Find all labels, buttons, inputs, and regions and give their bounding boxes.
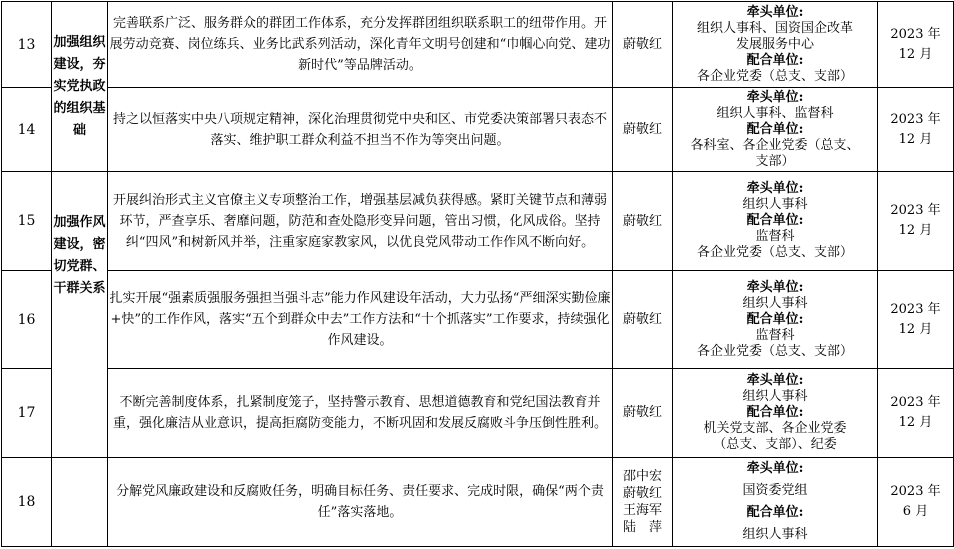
task-description: 分解党风廉政建设和反腐败任务，明确目标任务、责任要求、完成时限，确保“两个责任”落实落地。 <box>108 457 613 546</box>
lead-unit: 组织人事科 <box>742 197 808 213</box>
deadline-month: 12 月 <box>898 131 933 147</box>
deadline <box>878 2 954 88</box>
leader-name: 蔚敬红 <box>622 405 662 421</box>
lead-unit-label: 牵头单位: <box>746 181 804 197</box>
deadline-year: 2023 年 <box>890 483 941 499</box>
leader-name: 陆 萍 <box>622 519 662 535</box>
units-cell <box>673 457 878 546</box>
task-description: 持之以恒落实中央八项规定精神，深化治理贯彻党中央和区、市党委决策部署只表态不落实、维护职工群众利益不担当不作为等突出问题。 <box>108 88 613 172</box>
lead-unit-label: 牵头单位: <box>746 4 804 20</box>
row-number: 17 <box>2 368 52 457</box>
coop-unit: 支部） <box>755 153 795 169</box>
deadline <box>878 457 954 546</box>
coop-unit-label: 配合单位: <box>746 504 804 520</box>
responsible-leader <box>613 368 673 457</box>
deadline-year: 2023 年 <box>890 394 941 410</box>
lead-unit: 组织人事科、国资国企改革 <box>696 20 853 36</box>
units-cell <box>673 172 878 271</box>
coop-unit-label: 配合单位: <box>746 311 804 327</box>
deadline-year: 2023 年 <box>890 26 941 42</box>
row-number: 18 <box>2 457 52 546</box>
table-row <box>2 88 954 172</box>
coop-unit: 各企业党委（总支、支部） <box>696 245 853 261</box>
coop-unit: 各科室、各企业党委（总支、 <box>690 137 860 153</box>
responsible-leader <box>613 271 673 368</box>
coop-unit: 各企业党委（总支、支部） <box>696 343 853 359</box>
leader-name: 蔚敬红 <box>622 37 662 53</box>
lead-unit: 组织人事科、监督科 <box>716 105 834 121</box>
responsible-leader <box>613 88 673 172</box>
coop-unit: 监督科 <box>755 229 795 245</box>
leader-name: 蔚敬红 <box>622 122 662 138</box>
lead-unit-label: 牵头单位: <box>746 89 804 105</box>
leader-name: 邵中宏 <box>622 468 662 484</box>
table-row <box>2 368 954 457</box>
deadline-month: 12 月 <box>898 46 933 62</box>
coop-unit-label: 配合单位: <box>746 121 804 137</box>
units-cell <box>673 271 878 368</box>
category-cell <box>52 457 108 546</box>
coop-unit-label: 配合单位: <box>746 213 804 229</box>
leader-name: 蔚敬红 <box>622 312 662 328</box>
task-description: 开展纠治形式主义官僚主义专项整治工作，增强基层减负获得感。紧盯关键节点和薄弱环节，严查享乐、奢靡问题，防范和查处隐形变异问题，管出习惯，化风成俗。坚持纠“四风”和树新风并举，注重家庭家教家风，以优良党风带动工作作风不断向好。 <box>108 172 613 271</box>
row-number: 16 <box>2 271 52 368</box>
leader-name: 蔚敬红 <box>622 485 662 501</box>
category-cell: 加强作风建设，密切党群、干群关系 <box>52 172 108 458</box>
coop-unit: （总支、支部）、纪委 <box>713 436 837 452</box>
row-number: 15 <box>2 172 52 271</box>
responsible-leader <box>613 2 673 88</box>
row-number: 13 <box>2 2 52 88</box>
deadline-month: 12 月 <box>898 414 933 430</box>
coop-unit: 各企业党委（总支、支部） <box>696 68 853 84</box>
table-row <box>2 271 954 368</box>
task-description: 完善联系广泛、服务群众的群团工作体系，充分发挥群团组织联系职工的纽带作用。开展劳动竞赛、岗位练兵、业务比武系列活动，深化青年文明号创建和“巾帼心向党、建功新时代”等品牌活动。 <box>108 2 613 88</box>
deadline-month: 12 月 <box>898 321 933 337</box>
table-row <box>2 2 954 88</box>
lead-unit: 组织人事科 <box>742 388 808 404</box>
responsible-leader <box>613 172 673 271</box>
coop-unit-label: 配合单位: <box>746 404 804 420</box>
deadline <box>878 368 954 457</box>
deadline-year: 2023 年 <box>890 203 941 219</box>
leader-name: 王海军 <box>622 502 662 518</box>
deadline-month: 12 月 <box>898 223 933 239</box>
lead-unit-label: 牵头单位: <box>746 460 804 476</box>
lead-unit: 组织人事科 <box>742 295 808 311</box>
coop-unit: 监督科 <box>755 327 795 343</box>
leader-name: 蔚敬红 <box>622 213 662 229</box>
coop-unit-label: 配合单位: <box>746 52 804 68</box>
table-row <box>2 457 954 546</box>
deadline-year: 2023 年 <box>890 111 941 127</box>
deadline <box>878 271 954 368</box>
coop-unit: 机关党支部、各企业党委 <box>703 420 847 436</box>
coop-unit: 组织人事科 <box>742 526 808 542</box>
lead-unit-label: 牵头单位: <box>746 372 804 388</box>
deadline <box>878 172 954 271</box>
category-cell: 加强组织建设，夯实党执政的组织基础 <box>52 2 108 172</box>
deadline-year: 2023 年 <box>890 301 941 317</box>
work-plan-table <box>1 1 954 547</box>
task-description: 扎实开展“强素质强服务强担当强斗志”能力作风建设年活动，大力弘扬“严细深实勤俭廉+快”的工作作风，落实“五个到群众中去”工作方法和“十个抓落实”工作要求，持续强化作风建设。 <box>108 271 613 368</box>
row-number: 14 <box>2 88 52 172</box>
units-cell <box>673 2 878 88</box>
deadline-month: 6 月 <box>902 503 929 519</box>
deadline <box>878 88 954 172</box>
responsible-leader <box>613 457 673 546</box>
task-description: 不断完善制度体系，扎紧制度笼子，坚持警示教育、思想道德教育和党纪国法教育并重，强化廉洁从业意识，提高拒腐防变能力，不断巩固和发展反腐败斗争压倒性胜利。 <box>108 368 613 457</box>
units-cell <box>673 368 878 457</box>
table-row <box>2 172 954 271</box>
lead-unit: 发展服务中心 <box>735 36 814 52</box>
units-cell <box>673 88 878 172</box>
lead-unit-label: 牵头单位: <box>746 279 804 295</box>
lead-unit: 国资委党组 <box>742 482 808 498</box>
